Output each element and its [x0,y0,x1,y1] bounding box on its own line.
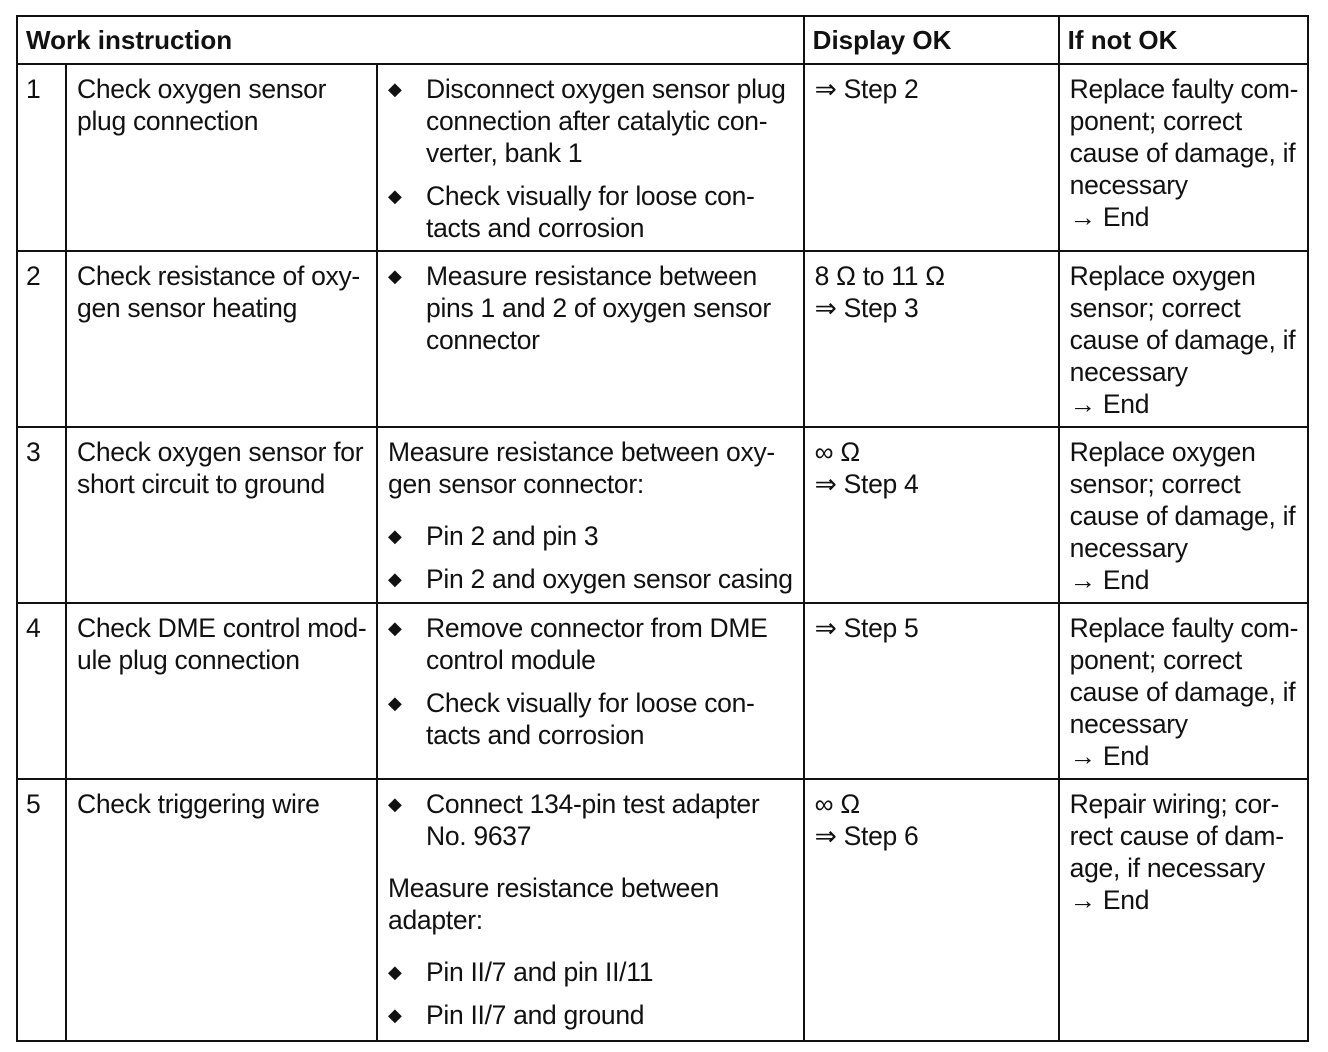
text-line: → End [1069,565,1150,595]
text-line: Measure resistance between [388,873,719,903]
step-instructions [377,779,804,1041]
step-number: 4 [17,603,66,779]
text-line: gen sensor heating [77,293,298,323]
instruction-paragraph [388,436,793,500]
text-line: Check visually for loose con- [426,181,755,211]
bullet-item [388,180,793,244]
diamond-bullet-icon: ◆ [388,186,402,206]
text-line: tacts and corrosion [426,720,645,750]
text-line: Replace oxygen [1069,437,1256,467]
if-not-ok-cell [1059,251,1308,427]
text-line: sensor; correct [1069,293,1241,323]
text-line: → End [1069,202,1150,232]
text-line: ponent; correct [1069,645,1242,675]
text-line: Replace faulty com- [1069,74,1299,104]
text-line: Check oxygen sensor for [77,437,364,467]
text-line: verter, bank 1 [426,138,583,168]
diamond-bullet-icon: ◆ [388,1005,402,1025]
display-ok-cell [804,64,1059,251]
step-title [66,603,377,779]
bullet-item [388,563,793,595]
instruction-paragraph [388,872,793,936]
text-line: ponent; correct [1069,106,1242,136]
table-row [17,603,1308,779]
text-line: ⇒ Step 3 [814,293,919,323]
text-line: Check visually for loose con- [426,688,755,718]
text-line: age, if necessary [1069,853,1265,883]
text-line: Pin II/7 and ground [426,1000,645,1030]
text-line: necessary [1069,533,1188,563]
bullet-item [388,520,793,552]
text-line: ∞ Ω [814,789,860,819]
text-line: Check DME control mod- [77,613,367,643]
step-instructions [377,251,804,427]
text-line: Connect 134-pin test adapter [426,789,760,819]
display-ok-cell [804,779,1059,1041]
text-line: pins 1 and 2 of oxygen sensor [426,293,771,323]
text-line: → End [1069,885,1150,915]
bullet-item [388,956,793,988]
diamond-bullet-icon: ◆ [388,962,402,982]
bullet-item [388,788,793,852]
text-line: Measure resistance between [426,261,757,291]
text-line: ⇒ Step 2 [814,74,919,104]
text-line: → End [1069,389,1150,419]
text-line: ule plug connection [77,645,300,675]
text-line: sensor; correct [1069,469,1241,499]
text-line: necessary [1069,357,1188,387]
bullet-item [388,73,793,169]
work-instruction-table [16,15,1309,1042]
text-line: No. 9637 [426,821,532,851]
text-line: 8 Ω to 11 Ω [814,261,945,291]
text-line: cause of damage, if [1069,501,1296,531]
table-row [17,779,1308,1041]
work-instruction-table-wrapper [16,15,1309,1042]
text-line: → End [1069,741,1150,771]
diamond-bullet-icon: ◆ [388,618,402,638]
text-line: connector [426,325,540,355]
diamond-bullet-icon: ◆ [388,693,402,713]
text-line: necessary [1069,170,1188,200]
text-line: ⇒ Step 5 [814,613,919,643]
diamond-bullet-icon: ◆ [388,794,402,814]
text-line: connection after catalytic con- [426,106,768,136]
display-ok-cell [804,427,1059,603]
diamond-bullet-icon: ◆ [388,79,402,99]
if-not-ok-cell [1059,427,1308,603]
text-line: Replace faulty com- [1069,613,1299,643]
step-instructions [377,64,804,251]
bullet-item [388,687,793,751]
if-not-ok-cell [1059,603,1308,779]
text-line: cause of damage, if [1069,677,1296,707]
text-line: control module [426,645,596,675]
table-header-row [17,16,1308,64]
step-title [66,251,377,427]
step-instructions [377,603,804,779]
text-line: Disconnect oxygen sensor plug [426,74,786,104]
text-line: ⇒ Step 4 [814,469,919,499]
text-line: ⇒ Step 6 [814,821,919,851]
text-line: Replace oxygen [1069,261,1256,291]
text-line: adapter: [388,905,483,935]
text-line: ∞ Ω [814,437,860,467]
table-row [17,427,1308,603]
bullet-item [388,999,793,1031]
bullet-item [388,260,793,356]
text-line: cause of damage, if [1069,325,1296,355]
if-not-ok-cell [1059,64,1308,251]
text-line: Pin 2 and oxygen sensor casing [426,564,793,594]
text-line: Remove connector from DME [426,613,768,643]
step-title [66,427,377,603]
step-number: 3 [17,427,66,603]
text-line: Check resistance of oxy- [77,261,360,291]
step-number: 2 [17,251,66,427]
display-ok-cell [804,603,1059,779]
table-row [17,64,1308,251]
diamond-bullet-icon: ◆ [388,526,402,546]
header-work-instruction: Work instruction [17,16,804,64]
if-not-ok-cell [1059,779,1308,1041]
text-line: plug connection [77,106,259,136]
text-line: rect cause of dam- [1069,821,1284,851]
text-line: short circuit to ground [77,469,325,499]
step-number: 5 [17,779,66,1041]
text-line: tacts and corrosion [426,213,645,243]
display-ok-cell [804,251,1059,427]
diamond-bullet-icon: ◆ [388,266,402,286]
table-row [17,251,1308,427]
text-line: Pin II/7 and pin II/11 [426,957,654,987]
text-line: gen sensor connector: [388,469,644,499]
step-instructions [377,427,804,603]
text-line: Measure resistance between oxy- [388,437,775,467]
text-line: Check oxygen sensor [77,74,327,104]
text-line: Repair wiring; cor- [1069,789,1279,819]
text-line: necessary [1069,709,1188,739]
step-number: 1 [17,64,66,251]
step-title [66,64,377,251]
header-if-not-ok: If not OK [1059,16,1308,64]
header-display-ok: Display OK [804,16,1059,64]
text-line: Pin 2 and pin 3 [426,521,599,551]
text-line: Check triggering wire [77,789,320,819]
text-line: cause of damage, if [1069,138,1296,168]
step-title [66,779,377,1041]
diamond-bullet-icon: ◆ [388,569,402,589]
bullet-item [388,612,793,676]
